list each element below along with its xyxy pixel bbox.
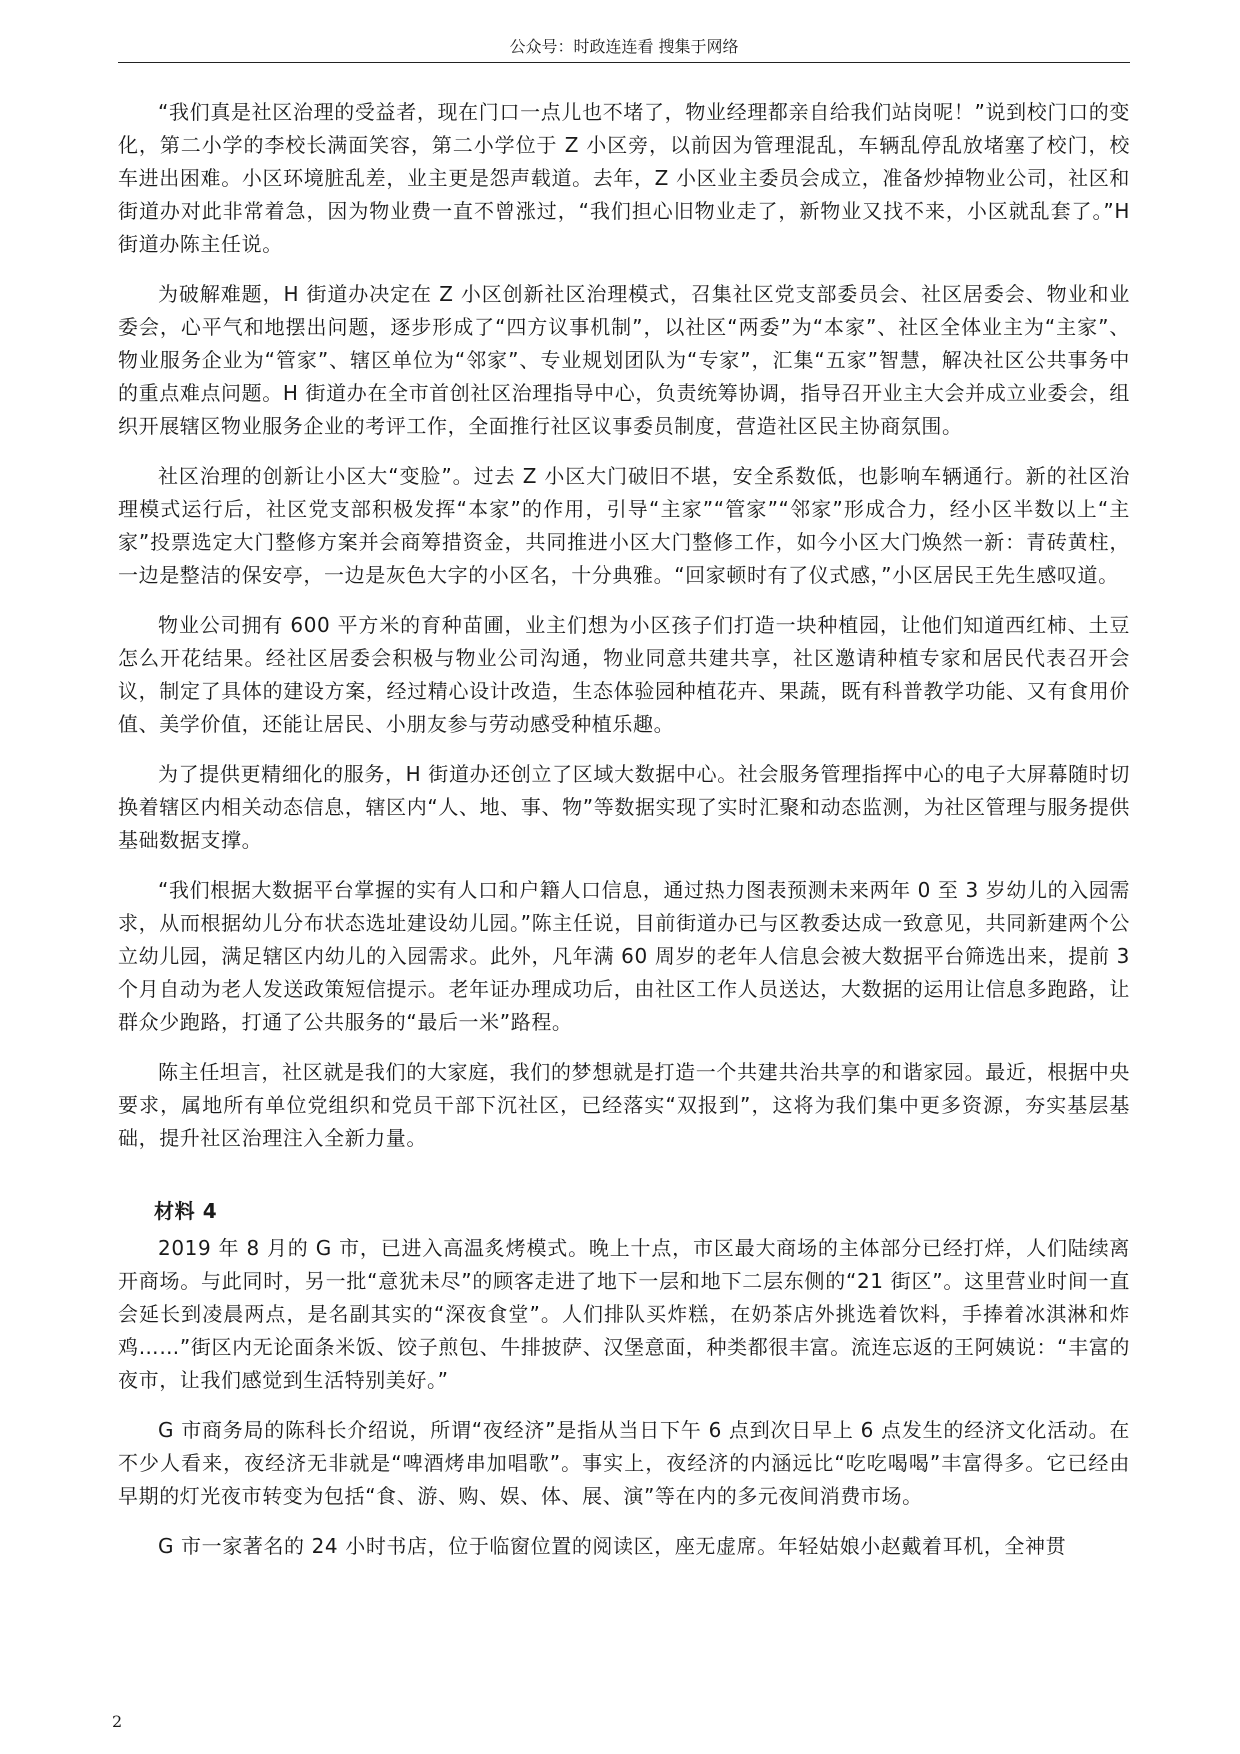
- page-number: 2: [112, 1712, 123, 1731]
- paragraph: 物业公司拥有 600 平方米的育种苗圃，业主们想为小区孩子们打造一块种植园，让他们知道西红柿、土豆怎么开花结果。经社区居委会积极与物业公司沟通，物业同意共建共享，社区邀请种植专家和居民代表召开会议，制定了具体的建设方案，经过精心设计改造，生态体验园种植花卉、果蔬，既有科普教学功能、又有食用价值、美学价值，还能让居民、小朋友参与劳动感受种植乐趣。: [118, 613, 1130, 736]
- document-body: [118, 96, 1130, 1580]
- paragraph: 为了提供更精细化的服务，H 街道办还创立了区域大数据中心。社会服务管理指挥中心的电子大屏幕随时切换着辖区内相关动态信息，辖区内“人、地、事、物”等数据实现了实时汇聚和动态监测，为社区管理与服务提供基础数据支撑。: [118, 762, 1130, 852]
- paragraph: G 市一家著名的 24 小时书店，位于临窗位置的阅读区，座无虚席。年轻姑娘小赵戴着耳机，全神贯: [158, 1534, 1067, 1558]
- paragraph: “我们根据大数据平台掌握的实有人口和户籍人口信息，通过热力图表预测未来两年 0 至 3 岁幼儿的入园需求，从而根据幼儿分布状态选址建设幼儿园。”陈主任说，目前街道办已与区教委达成一致意见，共同新建两个公立幼儿园，满足辖区内幼儿的入园需求。此外，凡年满 60 周岁的老年人信息会被大数据平台筛选出来，提前 3 个月自动为老人发送政策短信提示。老年证办理成功后，由社区工作人员送达，大数据的运用让信息多跑路，让群众少跑路，打通了公共服务的“最后一米”路程。: [118, 878, 1130, 1034]
- section-title: 材料 4: [154, 1199, 218, 1223]
- paragraph: 社区治理的创新让小区大“变脸”。过去 Z 小区大门破旧不堪，安全系数低，也影响车辆通行。新的社区治理模式运行后，社区党支部积极发挥“本家”的作用，引导“主家”“管家”“邻家”形成合力，经小区半数以上“主家”投票选定大门整修方案并会商筹措资金，共同推进小区大门整修工作，如今小区大门焕然一新：青砖黄柱，一边是整洁的保安亭，一边是灰色大字的小区名，十分典雅。“回家顿时有了仪式感，”小区居民王先生感叹道。: [118, 464, 1130, 587]
- paragraph: “我们真是社区治理的受益者，现在门口一点儿也不堵了，物业经理都亲自给我们站岗呢！”说到校门口的变化，第二小学的李校长满面笑容，第二小学位于 Z 小区旁，以前因为管理混乱，车辆乱停乱放堵塞了校门，校车进出困难。小区环境脏乱差，业主更是怨声载道。去年，Z 小区业主委员会成立，准备炒掉物业公司，社区和街道办对此非常着急，因为物业费一直不曾涨过，“我们担心旧物业走了，新物业又找不来，小区就乱套了。”H 街道办陈主任说。: [118, 100, 1130, 256]
- page-header: 公众号：时政连连看 搜集于网络: [118, 36, 1130, 63]
- paragraph: 陈主任坦言，社区就是我们的大家庭，我们的梦想就是打造一个共建共治共享的和谐家园。最近，根据中央要求，属地所有单位党组织和党员干部下沉社区，已经落实“双报到”，这将为我们集中更多资源，夯实基层基础，提升社区治理注入全新力量。: [118, 1060, 1130, 1150]
- paragraph: 2019 年 8 月的 G 市，已进入高温炙烤模式。晚上十点，市区最大商场的主体部分已经打烊，人们陆续离开商场。与此同时，另一批“意犹未尽”的顾客走进了地下一层和地下二层东侧的“21 街区”。这里营业时间一直会延长到凌晨两点，是名副其实的“深夜食堂”。人们排队买炸糕，在奶茶店外挑选着饮料，手捧着冰淇淋和炸鸡……”街区内无论面条米饭、饺子煎包、牛排披萨、汉堡意面，种类都很丰富。流连忘返的王阿姨说：“丰富的夜市，让我们感觉到生活特别美好。”: [118, 1236, 1130, 1392]
- paragraph: G 市商务局的陈科长介绍说，所谓“夜经济”是指从当日下午 6 点到次日早上 6 点发生的经济文化活动。在不少人看来，夜经济无非就是“啤酒烤串加唱歌”。事实上，夜经济的内涵远比“吃吃喝喝”丰富得多。它已经由早期的灯光夜市转变为包括“食、游、购、娱、体、展、演”等在内的多元夜间消费市场。: [118, 1418, 1130, 1508]
- paragraph: 为破解难题，H 街道办决定在 Z 小区创新社区治理模式，召集社区党支部委员会、社区居委会、物业和业委会，心平气和地摆出问题，逐步形成了“四方议事机制”，以社区“两委”为“本家”、社区全体业主为“主家”、物业服务企业为“管家”、辖区单位为“邻家”、专业规划团队为“专家”，汇集“五家”智慧，解决社区公共事务中的重点难点问题。H 街道办在全市首创社区治理指导中心，负责统筹协调，指导召开业主大会并成立业委会，组织开展辖区物业服务企业的考评工作，全面推行社区议事委员制度，营造社区民主协商氛围。: [118, 282, 1130, 438]
